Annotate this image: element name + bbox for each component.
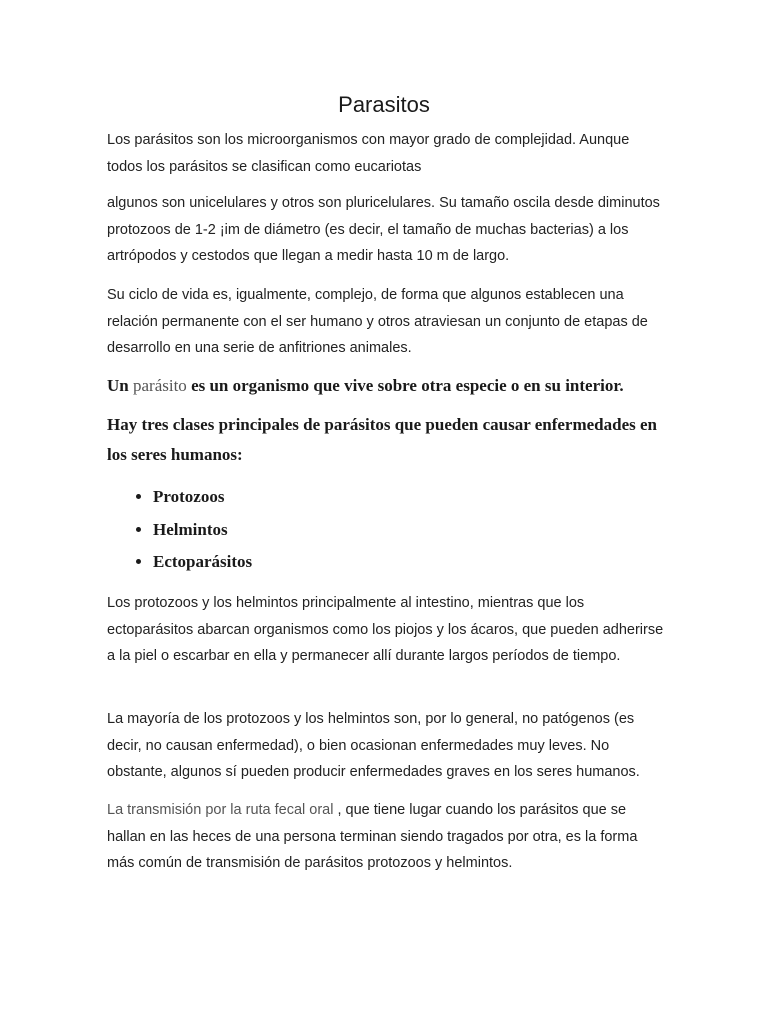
transmission-link[interactable]: La transmisión por la ruta fecal oral — [107, 802, 338, 818]
classes-intro: Hay tres clases principales de parásitos que pueden causar enfermedades en los seres humanos: — [107, 415, 657, 464]
definition-line — [107, 371, 677, 401]
transmission-rest: , que tiene lugar cuando los parásitos que se hallan en las heces de una persona terminan siendo tragados por otra, es la forma más común de transmisión de parásitos protozoos y helmintos. — [107, 802, 638, 871]
classes-list — [107, 481, 252, 579]
list-item: • Ectoparásitos — [153, 546, 252, 579]
paragraph-lifecycle: Su ciclo de vida es, igualmente, complejo, de forma que algunos establecen una relación permanente con el ser humano y otros atraviesan un conjunto de etapas de desarrollo en una serie de anfitriones animales. — [107, 287, 648, 356]
list-item: • Protozoos — [153, 481, 252, 514]
paragraph-size: algunos son unicelulares y otros son pluricelulares. Su tamaño oscila desde diminutos protozoos de 1-2 ¡im de diámetro (es decir, el tamaño de muchas bacterias) a los artrópodos y cestodos que llegan a medir hasta 10 m de largo. — [107, 195, 660, 264]
paragraph-pathogenicity: La mayoría de los protozoos y los helmintos son, por lo general, no patógenos (es decir, no causan enfermedad), o bien ocasionan enfermedades muy leves. No obstante, algunos sí pueden producir enfermedades graves en los seres humanos. — [107, 711, 640, 780]
definition-rest: es un organismo que vive sobre otra especie o en su interior. — [186, 376, 624, 395]
definition-term: parásito — [132, 376, 187, 395]
paragraph-location: Los protozoos y los helmintos principalmente al intestino, mientras que los ectoparásitos abarcan organismos como los piojos y los ácaros, que pueden adherirse a la piel o escarbar en ella y permanecer allí durante largos períodos de tiempo. — [107, 595, 664, 664]
definition-prefix: Un — [107, 376, 133, 395]
page-title: Parasitos — [338, 92, 430, 117]
paragraph-intro: Los parásitos son los microorganismos con mayor grado de complejidad. Aunque todos los parásitos se clasifican como eucariotas — [107, 132, 630, 175]
list-item: • Helmintos — [153, 514, 252, 547]
paragraph-transmission — [107, 797, 667, 877]
